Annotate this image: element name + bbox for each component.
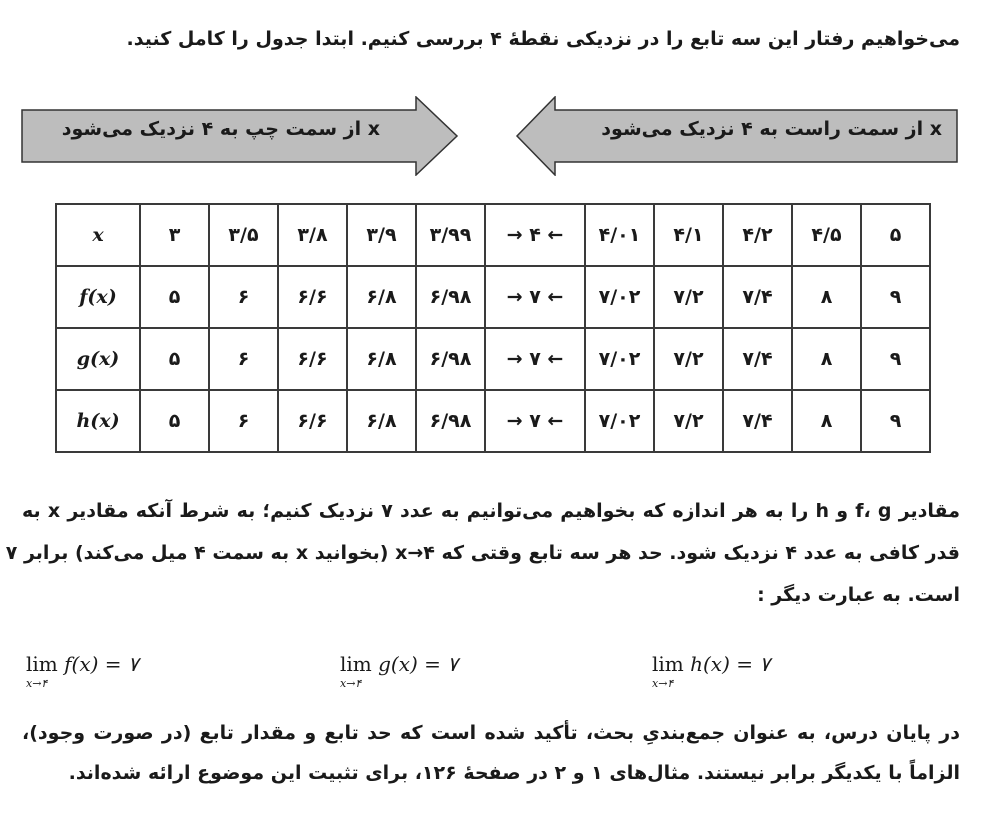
table-cell: → ۷ ← [485,266,585,328]
paragraph2-line1: در پایان درس، به عنوان جمع‌بندیِ بحث، تأکید شده است که حد تابع و مقدار تابع (در صورت وجود)، [22,722,960,744]
table-cell: ۳/۹۹ [416,204,485,266]
table-cell: → ۷ ← [485,390,585,452]
table-cell: ۷/۰۲ [585,266,654,328]
table-cell: ۴/۲ [723,204,792,266]
table-row [56,204,930,266]
arrow-from-right [515,96,960,176]
paragraph1-line1: مقادیر f، g و h را به هر اندازه که بخواهیم می‌توانیم به عدد ۷ نزدیک کنیم؛ به شرط آنکه مقادیر x به [22,500,960,522]
table-cell: ۶/۸ [347,266,416,328]
arrow-right-label: x از سمت راست به ۴ نزدیک می‌شود [601,118,942,140]
limit-expression: h(x) = ۷ [690,652,771,676]
table-cell: ۴/۱ [654,204,723,266]
table-cell: ۹ [861,328,930,390]
table-cell: ۶/۶ [278,390,347,452]
table-cell: ۷/۴ [723,266,792,328]
intro-text: می‌خواهیم رفتار این سه تابع را در نزدیکی نقطهٔ ۴ بررسی کنیم. ابتدا جدول را کامل کنید. [126,28,960,50]
values-table [55,203,931,453]
paragraph2-line2: الزاماً با یکدیگر برابر نیستند. مثال‌های ۱ و ۲ در صفحهٔ ۱۲۶، برای تثبیت این موضوع ارائه شده‌اند. [68,762,960,784]
table-cell: ۸ [792,266,861,328]
row-header: f(x) [56,266,140,328]
table-cell: ۳/۵ [209,204,278,266]
table-cell: ۷/۲ [654,266,723,328]
table-cell: ۷/۰۲ [585,328,654,390]
table-cell: → ۴ ← [485,204,585,266]
limit-subscript: x→۴ [340,677,362,690]
table-cell: ۷/۲ [654,328,723,390]
table-cell: ۴/۵ [792,204,861,266]
table-cell: ۶/۹۸ [416,390,485,452]
table-cell: ۶/۶ [278,266,347,328]
table-cell: ۶ [209,266,278,328]
table-cell: ۵ [140,266,209,328]
lim-label: lim [652,652,684,676]
limit-f [26,652,139,690]
table-cell: ۶/۹۸ [416,328,485,390]
row-header: g(x) [56,328,140,390]
table-cell: ۸ [792,390,861,452]
table-cell: ۵ [140,390,209,452]
limit-subscript: x→۴ [652,677,674,690]
table-row [56,266,930,328]
lim-label: lim [340,652,372,676]
table-cell: ۶ [209,390,278,452]
table-cell: ۶/۹۸ [416,266,485,328]
row-header: h(x) [56,390,140,452]
table-cell: ۵ [140,328,209,390]
paragraph1-line3: است. به عبارت دیگر : [757,584,960,606]
limit-expression: g(x) = ۷ [378,652,459,676]
table-cell: ۴/۰۱ [585,204,654,266]
table-cell: → ۷ ← [485,328,585,390]
table-cell: ۶/۸ [347,328,416,390]
table-cell: ۷/۰۲ [585,390,654,452]
table-cell: ۶/۶ [278,328,347,390]
table-cell: ۶/۸ [347,390,416,452]
limit-expression: f(x) = ۷ [64,652,139,676]
row-header: x [56,204,140,266]
paragraph1-line2: قدر کافی به عدد ۴ نزدیک شود. حد هر سه تابع وقتی که ۴→x (بخوانید x به سمت ۴ میل می‌کند) برابر ۷ [5,542,960,564]
table-cell: ۹ [861,390,930,452]
lim-label: lim [26,652,58,676]
arrow-left-label: x از سمت چپ به ۴ نزدیک می‌شود [61,118,380,140]
table-cell: ۹ [861,266,930,328]
limit-h [652,652,771,690]
table-cell: ۳ [140,204,209,266]
table-row [56,390,930,452]
table-cell: ۵ [861,204,930,266]
table-cell: ۸ [792,328,861,390]
table-cell: ۳/۹ [347,204,416,266]
table-cell: ۷/۲ [654,390,723,452]
table-cell: ۷/۴ [723,328,792,390]
arrow-from-left [20,96,460,176]
limit-g [340,652,459,690]
table-cell: ۶ [209,328,278,390]
table-row [56,328,930,390]
limit-subscript: x→۴ [26,677,48,690]
table-cell: ۳/۸ [278,204,347,266]
table-cell: ۷/۴ [723,390,792,452]
